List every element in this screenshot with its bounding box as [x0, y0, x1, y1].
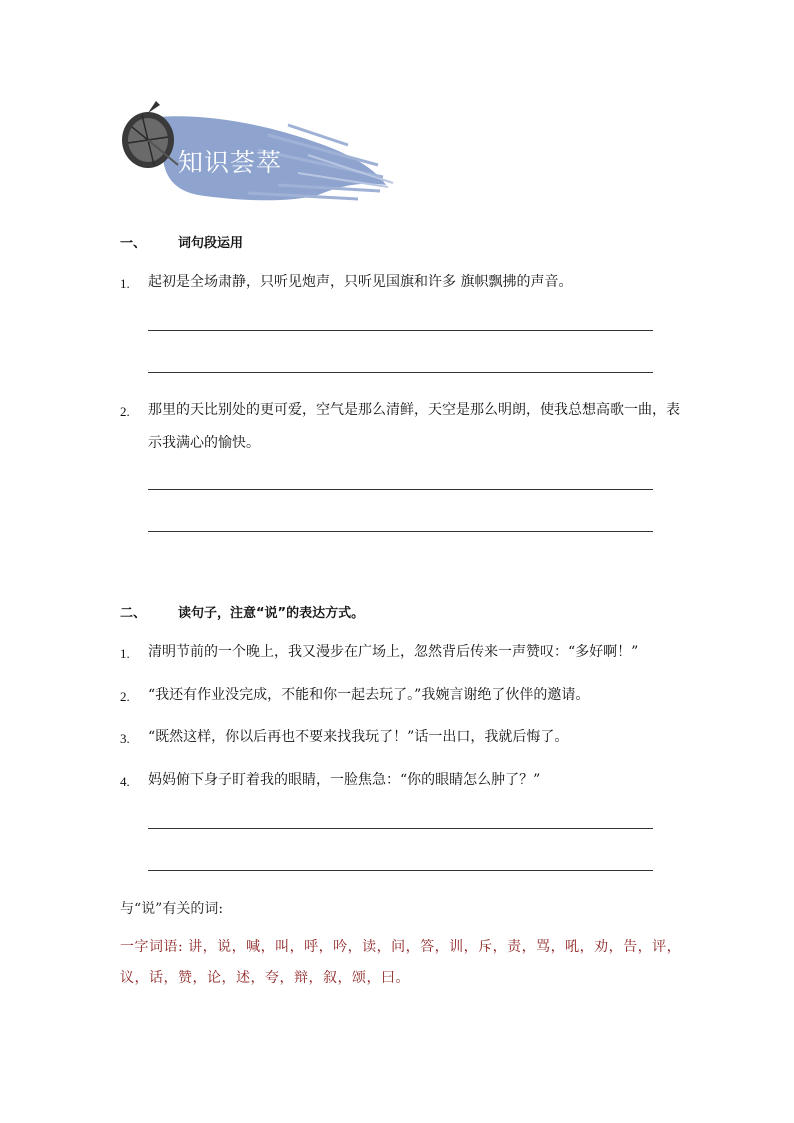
question-number: 2. [120, 404, 130, 419]
answer-line[interactable] [148, 531, 653, 532]
sentence-text: 妈妈俯下身子盯着我的眼睛，一脸焦急：“你的眼睛怎么肿了？” [148, 772, 541, 788]
sentence-number: 1. [120, 646, 130, 661]
section-2-title: 读句子，注意“说”的表达方式。 [178, 606, 365, 621]
banner-title: 知识荟萃 [178, 148, 283, 177]
answer-line[interactable] [148, 489, 653, 490]
sentence-number: 3. [120, 731, 130, 746]
answer-line[interactable] [148, 372, 653, 373]
sentence-number: 4. [120, 774, 130, 789]
sentence-text: “我还有作业没完成，不能和你一起去玩了。”我婉言谢绝了伙伴的邀请。 [148, 687, 590, 703]
related-words-list: 一字词语: 讲，说，喊，叫，呼，吟，读，问，答，训，斥，责，骂，吼，劝，告，评，议，话，赞，论，述，夸，辩，叙，颂，曰。 [120, 939, 682, 986]
section-2-number: 二、 [120, 606, 147, 621]
sentence-number: 2. [120, 689, 130, 704]
related-words-label: 与“说”有关的词: [120, 901, 224, 917]
question-text: 起初是全场肃静，只听见炮声，只听见国旗和许多 旗帜飘拂的声音。 [148, 274, 573, 290]
question-number: 1. [120, 276, 130, 291]
section-1-title: 词句段运用 [178, 236, 244, 251]
question-text: 那里的天比别处的更可爱，空气是那么清鲜，天空是那么明朗，使我总想高歌一曲，表示我满心的愉快。 [148, 402, 680, 451]
answer-line[interactable] [148, 870, 653, 871]
section-2-heading [120, 602, 364, 621]
answer-line[interactable] [148, 330, 653, 331]
sentence-text: “既然这样，你以后再也不要来找我玩了！”话一出口，我就后悔了。 [148, 729, 569, 745]
section-1-number: 一、 [120, 236, 147, 251]
answer-line[interactable] [148, 828, 653, 829]
section-1-heading [120, 232, 243, 251]
sentence-text: 清明节前的一个晚上，我又漫步在广场上，忽然背后传来一声赞叹：“多好啊！” [148, 644, 639, 660]
